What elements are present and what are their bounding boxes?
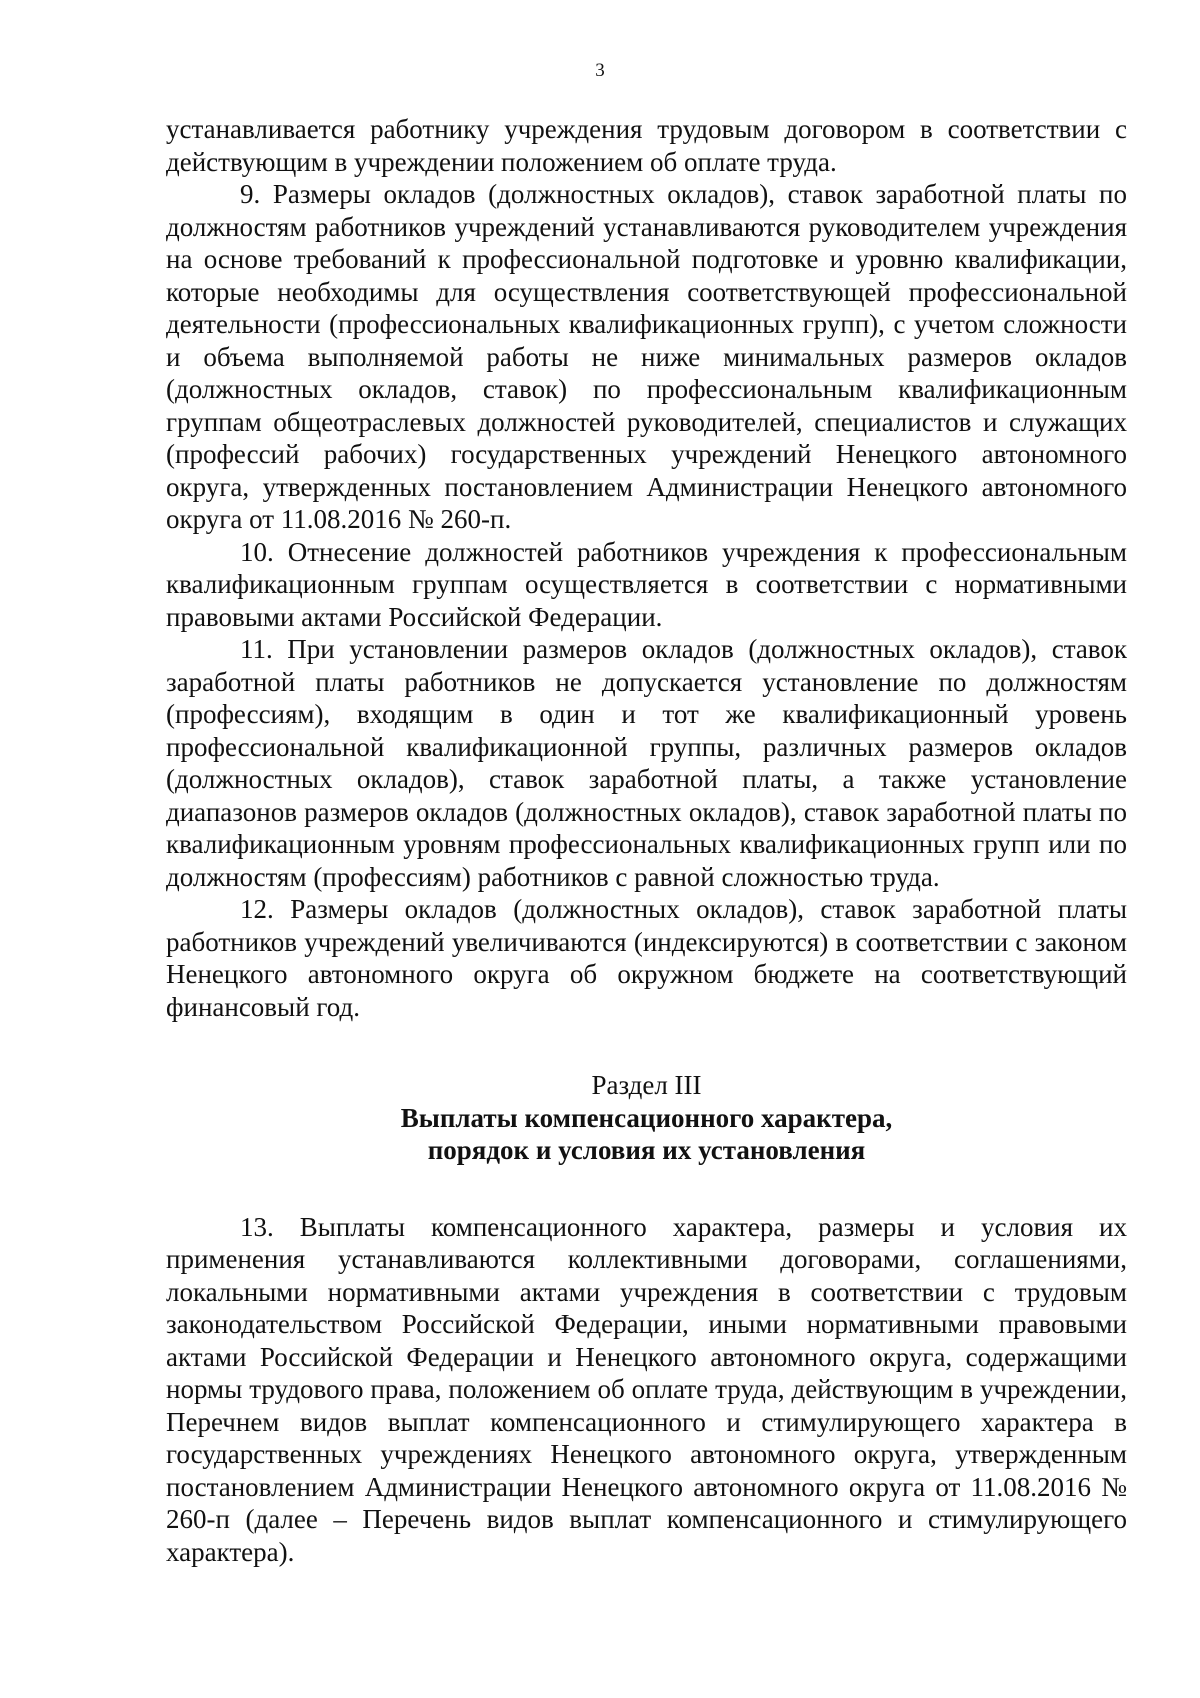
paragraph-13: 13. Выплаты компенсационного характера, размеры и условия их применения устанавливаются коллективными договорами, соглашениями, локальными нормативными актами учреждения в соответствии с трудовым законодательством Российской Федерации, иными нормативными правовыми актами Российской Федерации и Ненецкого автономного округа, содержащими нормы трудового права, положением об оплате труда, действующим в учреждении, Перечнем видов выплат компенсационного и стимулирующего характера в государственных учреждениях Ненецкого автономного округа, утвержденным постановлением Администрации Ненецкого автономного округа от 11.08.2016 № 260-п (далее – Перечень видов выплат компенсационного и стимулирующего характера). (166, 1211, 1127, 1567)
paragraph-12: 12. Размеры окладов (должностных окладов), ставок заработной платы работников учреждений увеличиваются (индексируются) в соответствии с законом Ненецкого автономного округа об окружном бюджете на соответствующий финансовый год. (166, 894, 1127, 1022)
document-body (166, 113, 1127, 1568)
section-title-line-2: порядок и условия их установления (427, 1135, 866, 1165)
paragraph-9: 9. Размеры окладов (должностных окладов), ставок заработной платы по должностям работников учреждений устанавливаются руководителем учреждения на основе требований к профессиональной подготовке и уровню квалификации, которые необходимы для осуществления соответствующей профессиональной деятельности (профессиональных квалификационных групп), с учетом сложности и объема выполняемой работы не ниже минимальных размеров окладов (должностных окладов, ставок) по профессиональным квалификационным группам общеотраслевых должностей руководителей, специалистов и служащих (профессий рабочих) государственных учреждений Ненецкого автономного округа, утвержденных постановлением Администрации Ненецкого автономного округа от 11.08.2016 № 260-п. (166, 179, 1127, 534)
section-title-line-1: Выплаты компенсационного характера, (400, 1102, 893, 1133)
paragraph-11: 11. При установлении размеров окладов (должностных окладов), ставок заработной платы работников не допускается установление по должностям (профессиям), входящим в один и тот же квалификационный уровень профессиональной квалификационной группы, различных размеров окладов (должностных окладов), ставок заработной платы, а также установление диапазонов размеров окладов (должностных окладов), ставок заработной платы по квалификационным уровням профессиональных квалификационных групп или по должностям (профессиям) работников с равной сложностью труда. (166, 634, 1127, 892)
paragraph-continuation: устанавливается работнику учреждения трудовым договором в соответствии с действующим в учреждении положением об оплате труда. (166, 114, 1127, 177)
paragraph-10: 10. Отнесение должностей работников учреждения к профессиональным квалификационным группам осуществляется в соответствии с нормативными правовыми актами Российской Федерации. (166, 536, 1127, 632)
section-label: Раздел III (591, 1070, 702, 1100)
page-number: 3 (595, 60, 605, 81)
section-heading (166, 1069, 1127, 1167)
